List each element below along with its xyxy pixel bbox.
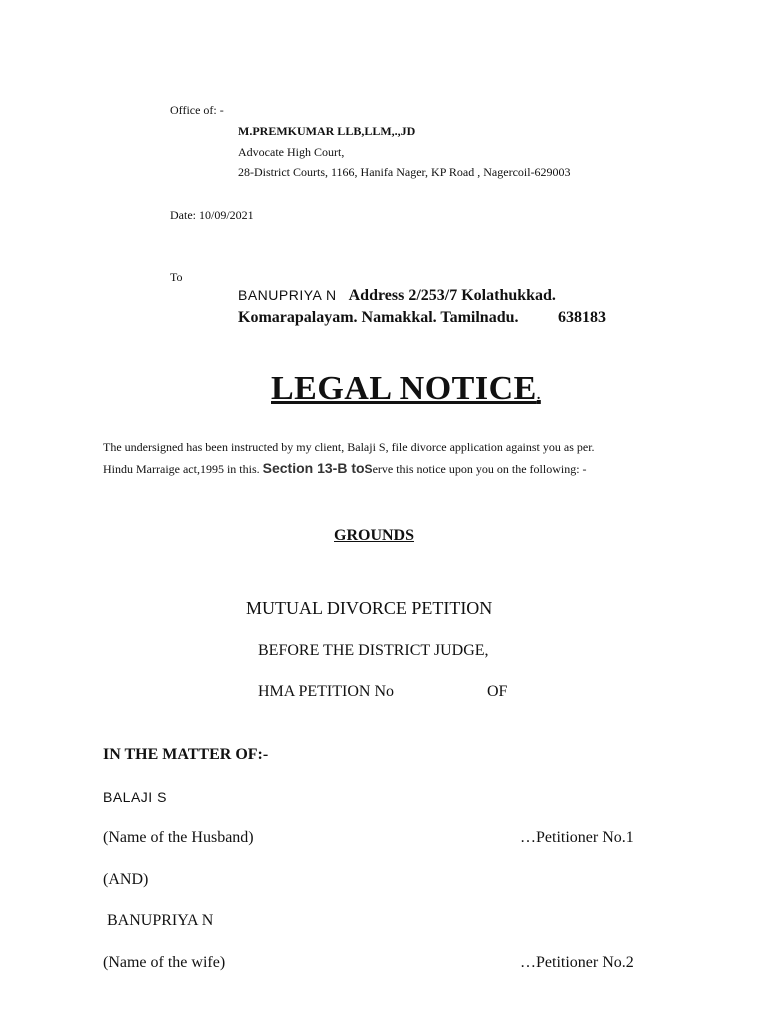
body-line-2-part-1: Hindu Marraige act,1995 in this. xyxy=(103,462,260,476)
recipient-name: BANUPRIYA N xyxy=(238,287,337,303)
advocate-court: Advocate High Court, xyxy=(238,145,345,159)
body-line-2 xyxy=(103,460,587,477)
husband-label: (Name of the Husband) xyxy=(103,829,254,846)
petition-title: MUTUAL DIVORCE PETITION xyxy=(246,598,493,618)
serve-initial: S xyxy=(364,462,373,476)
matter-heading: IN THE MATTER OF:- xyxy=(103,746,269,763)
recipient-address-1: Address 2/253/7 Kolathukkad. xyxy=(348,287,556,304)
notice-date: Date: 10/09/2021 xyxy=(170,208,254,222)
body-line-2-part-2: erve this notice upon you on the following: - xyxy=(372,462,587,476)
section-reference: Section 13-B to xyxy=(262,460,365,476)
petitioner-1-label: …Petitioner No.1 xyxy=(520,829,634,846)
notice-title-dot: . xyxy=(536,388,541,403)
wife-name: BANUPRIYA N xyxy=(107,912,214,929)
wife-label: (Name of the wife) xyxy=(103,954,226,971)
petition-before: BEFORE THE DISTRICT JUDGE, xyxy=(258,642,489,659)
and-label: (AND) xyxy=(103,871,149,888)
office-label: Office of: - xyxy=(170,103,224,117)
notice-title-text: LEGAL NOTICE xyxy=(271,370,537,407)
grounds-heading: GROUNDS xyxy=(334,527,415,544)
hma-petition-label: HMA PETITION No xyxy=(258,683,394,700)
petitioner-2-label: …Petitioner No.2 xyxy=(520,954,634,971)
to-label: To xyxy=(170,270,183,284)
husband-name: BALAJI S xyxy=(103,789,167,805)
notice-title xyxy=(271,370,541,408)
body-line-1: The undersigned has been instructed by my client, Balaji S, file divorce application against you as per. xyxy=(103,440,595,454)
recipient-pincode: 638183 xyxy=(558,309,606,326)
recipient-line-2 xyxy=(238,309,519,327)
recipient-address-2: Komarapalayam. Namakkal. Tamilnadu. xyxy=(238,309,519,326)
hma-of-label: OF xyxy=(487,683,508,700)
recipient-line-1 xyxy=(238,287,556,305)
office-address: 28-District Courts, 1166, Hanifa Nager, KP Road , Nagercoil-629003 xyxy=(238,165,571,179)
advocate-name: M.PREMKUMAR LLB,LLM,.,JD xyxy=(238,124,416,138)
